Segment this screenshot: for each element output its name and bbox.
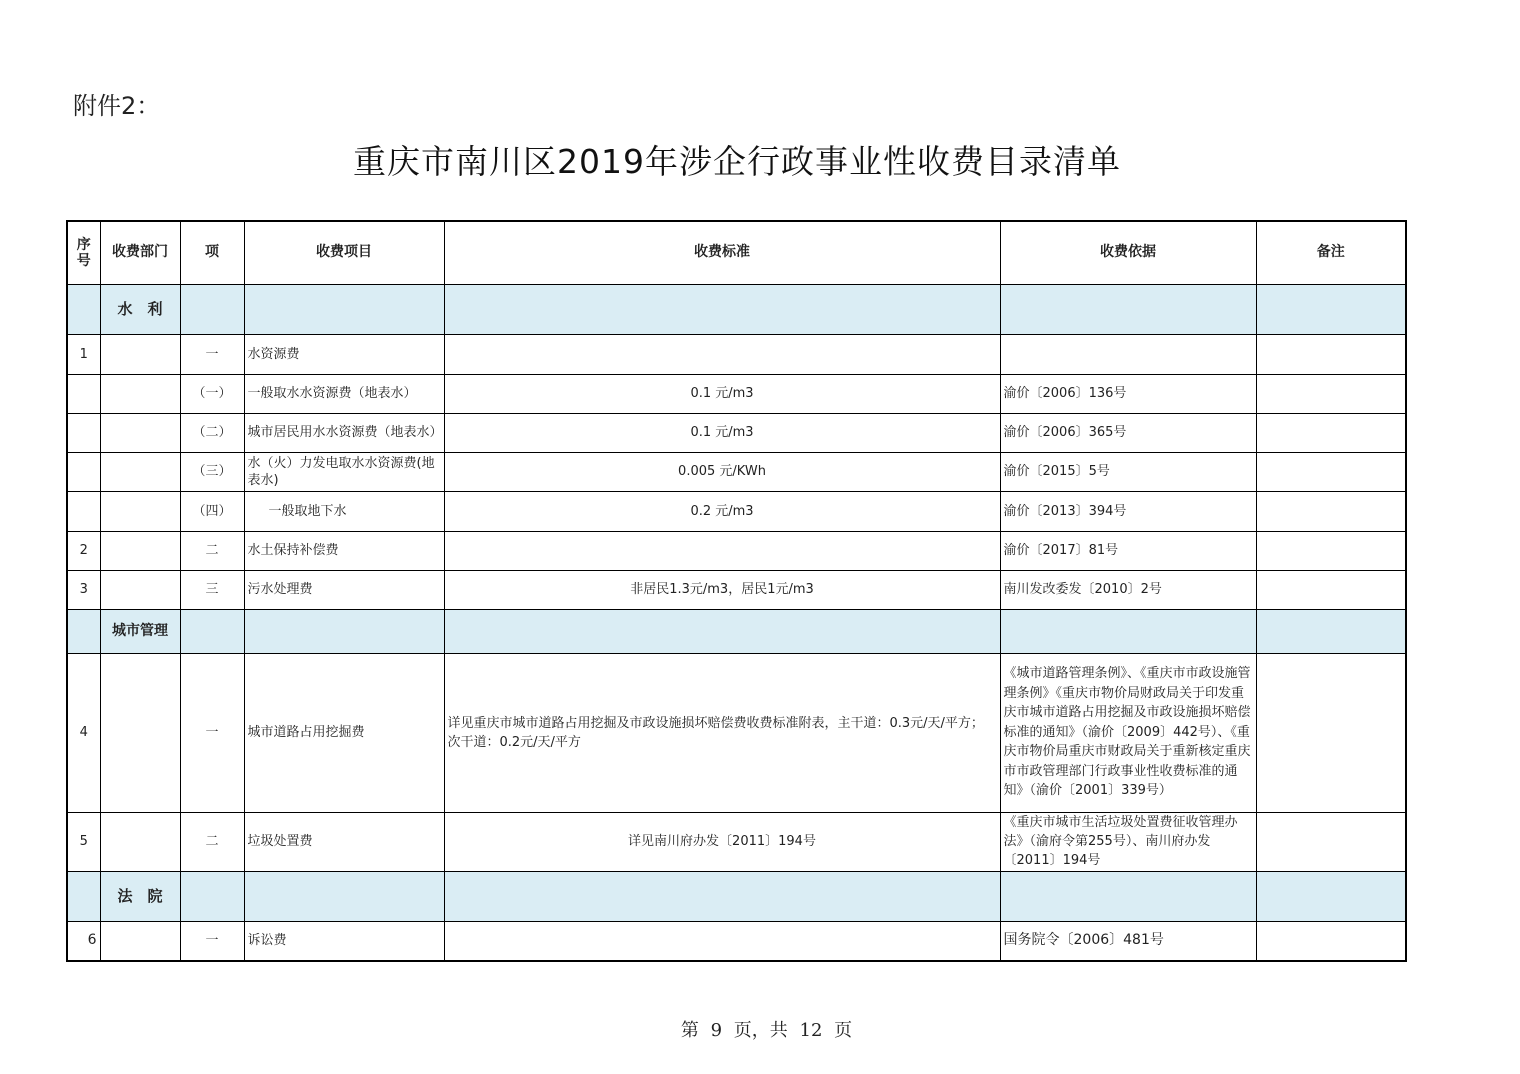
page-footer: 第 9 页，共 12 页 xyxy=(680,1020,853,1041)
current-page-number: 9 xyxy=(710,1020,723,1041)
header-basis: 收费依据 xyxy=(1000,221,1256,284)
table-row: 3 三 污水处理费 非居民1.3元/m3，居民1元/m3 南川发改委发〔2010〕2号 xyxy=(67,570,1406,609)
table-row: 4 一 城市道路占用挖掘费 详见重庆市城市道路占用挖掘及市政设施损坏赔偿费收费标准附表，主干道：0.3元/天/平方；次干道：0.2元/天/平方 《城市道路管理条例》、《重庆市市政设施管理条例》《重庆市物价局财政局关于印发重庆市城市道路占用挖掘及市政设施损坏赔偿标准的通知》（渝价〔2009〕442号）、《重庆市物价局重庆市财政局关于重新核定重庆市市政管理部门行政事业性收费标准的通知》（渝价〔2001〕339号） xyxy=(67,653,1406,812)
header-item: 收费项目 xyxy=(244,221,444,284)
table-row: 5 二 垃圾处置费 详见南川府办发〔2011〕194号 《重庆市城市生活垃圾处置费征收管理办法》（渝府令第255号）、南川府办发〔2011〕194号 xyxy=(67,812,1406,871)
attachment-label: 附件2： xyxy=(73,92,161,120)
table-row: （一） 一般取水水资源费（地表水） 0.1 元/m3 渝价〔2006〕136号 xyxy=(67,374,1406,413)
table-row: （四） 一般取地下水 0.2 元/m3 渝价〔2013〕394号 xyxy=(67,491,1406,531)
header-item-no: 项 xyxy=(180,221,244,284)
table-header-row xyxy=(67,221,1406,284)
header-standard: 收费标准 xyxy=(444,221,1000,284)
section-name: 法 院 xyxy=(100,871,180,921)
document-title: 重庆市南川区2019年涉企行政事业性收费目录清单 xyxy=(353,142,1121,181)
section-row-court xyxy=(67,871,1406,921)
section-name: 城市管理 xyxy=(100,609,180,653)
table-row: 2 二 水土保持补偿费 渝价〔2017〕81号 xyxy=(67,531,1406,570)
section-name: 水 利 xyxy=(100,284,180,334)
header-seq: 序 号 xyxy=(67,221,100,284)
header-note: 备注 xyxy=(1256,221,1406,284)
table-row: 1 一 水资源费 xyxy=(67,334,1406,374)
table-row: （二） 城市居民用水水资源费（地表水） 0.1 元/m3 渝价〔2006〕365号 xyxy=(67,413,1406,452)
header-department: 收费部门 xyxy=(100,221,180,284)
table-row: （三） 水（火）力发电取水水资源费(地表水) 0.005 元/KWh 渝价〔2015〕5号 xyxy=(67,452,1406,491)
total-page-number: 12 xyxy=(799,1020,823,1041)
section-row-urban xyxy=(67,609,1406,653)
table-row: 6 一 诉讼费 国务院令〔2006〕481号 xyxy=(67,921,1406,961)
fee-table xyxy=(66,220,1407,962)
section-row-water xyxy=(67,284,1406,334)
